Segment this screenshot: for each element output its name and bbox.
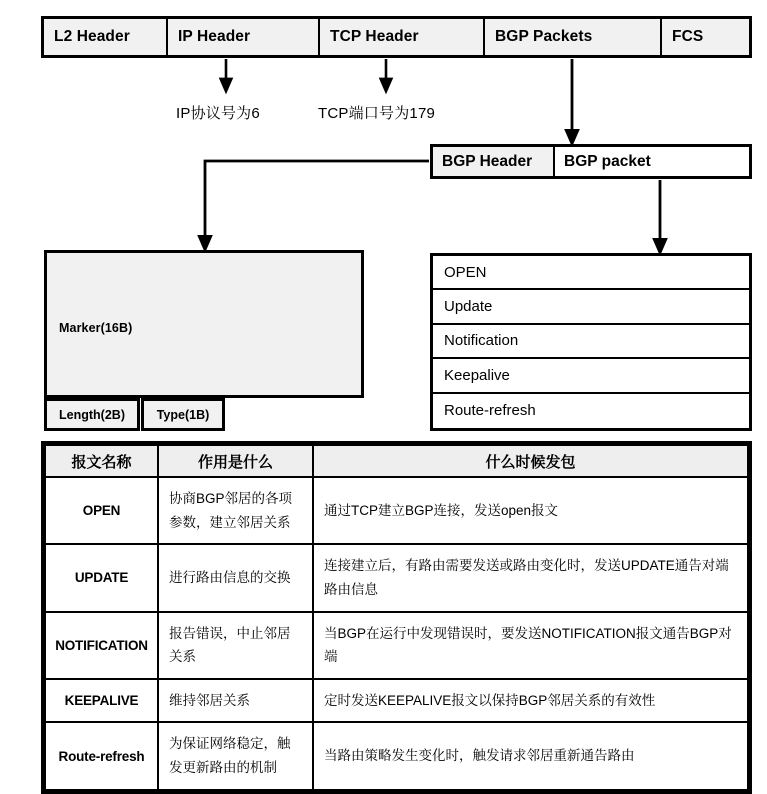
table-cell-when: 定时发送KEEPALIVE报文以保持BGP邻居关系的有效性 — [313, 679, 748, 723]
packet-structure-strip — [41, 16, 752, 58]
packet-field-ip-header: IP Header — [168, 19, 320, 55]
table-header-row — [45, 445, 748, 477]
arrow-bgp-header-to-marker — [205, 161, 429, 244]
bgp-message-type-list — [430, 253, 752, 431]
annotation-ip-protocol-number: IP协议号为6 — [176, 105, 260, 122]
packet-field-bgp-packets: BGP Packets — [485, 19, 662, 55]
message-type-notification: Notification — [433, 325, 749, 359]
bgp-header-marker-box — [44, 250, 364, 398]
table-header-role: 作用是什么 — [158, 445, 313, 477]
message-type-keepalive: Keepalive — [433, 359, 749, 393]
bgp-header-length-box: Length(2B) — [44, 398, 140, 431]
packet-field-fcs: FCS — [662, 19, 749, 55]
message-type-route-refresh: Route-refresh — [444, 402, 536, 420]
table-header-name: 报文名称 — [45, 445, 158, 477]
table-cell-role: 报告错误，中止邻居关系 — [158, 612, 313, 679]
message-type-update: Update — [433, 290, 749, 324]
table-cell-name: OPEN — [45, 477, 158, 544]
table-cell-name: Route-refresh — [45, 722, 158, 789]
packet-field-l2-header: L2 Header — [44, 19, 168, 55]
table-row — [45, 612, 748, 679]
table-row — [45, 679, 748, 723]
table-cell-when: 当BGP在运行中发现错误时，要发送NOTIFICATION报文通告BGP对端 — [313, 612, 748, 679]
bgp-message-table — [41, 441, 752, 794]
bgp-packet-breakdown-row — [430, 144, 752, 179]
bgp-header-cell: BGP Header — [433, 147, 555, 176]
bgp-header-type-box: Type(1B) — [141, 398, 225, 431]
table-row — [45, 722, 748, 789]
table-cell-when: 连接建立后，有路由需要发送或路由变化时，发送UPDATE通告对端路由信息 — [313, 544, 748, 611]
table-header-when: 什么时候发包 — [313, 445, 748, 477]
table-cell-name: UPDATE — [45, 544, 158, 611]
table-cell-name: NOTIFICATION — [45, 612, 158, 679]
table-cell-role: 协商BGP邻居的各项参数，建立邻居关系 — [158, 477, 313, 544]
table-cell-when: 当路由策略发生变化时，触发请求邻居重新通告路由 — [313, 722, 748, 789]
annotation-tcp-port-number: TCP端口号为179 — [318, 105, 436, 122]
table-row — [45, 544, 748, 611]
bgp-packet-cell: BGP packet — [564, 152, 651, 170]
marker-label: Marker(16B) — [59, 321, 133, 335]
table-cell-role: 为保证网络稳定，触发更新路由的机制 — [158, 722, 313, 789]
table-cell-when: 通过TCP建立BGP连接，发送open报文 — [313, 477, 748, 544]
message-type-open: OPEN — [433, 256, 749, 290]
table-cell-name: KEEPALIVE — [45, 679, 158, 723]
table-cell-role: 维持邻居关系 — [158, 679, 313, 723]
packet-field-tcp-header: TCP Header — [320, 19, 485, 55]
table-row — [45, 477, 748, 544]
table-cell-role: 进行路由信息的交换 — [158, 544, 313, 611]
